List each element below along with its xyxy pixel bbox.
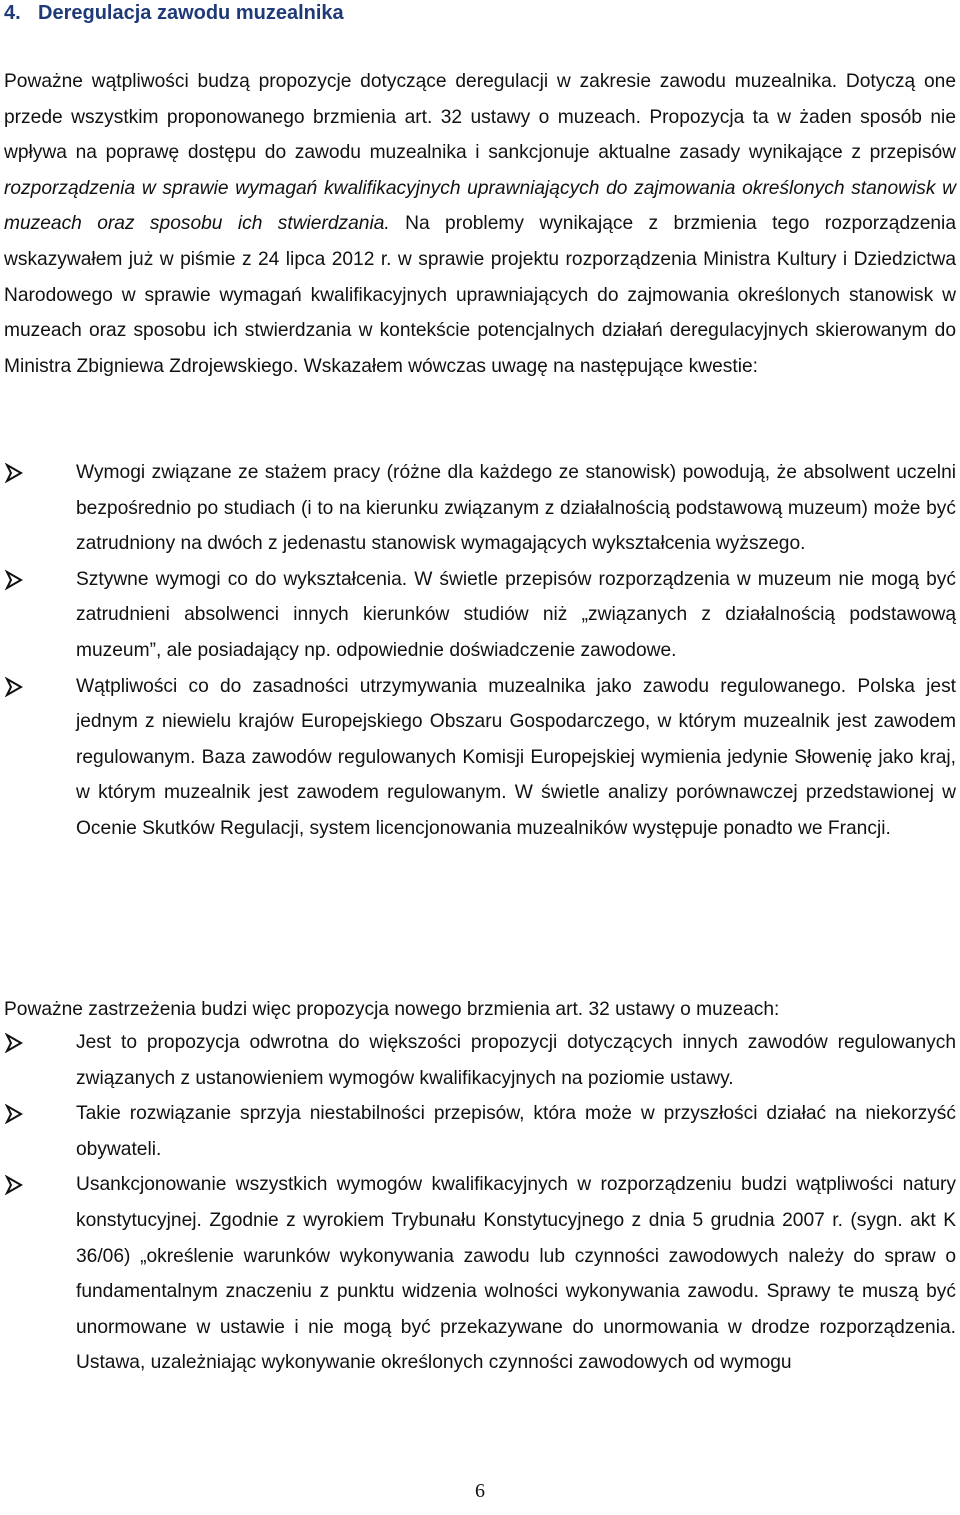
- list-item: [4, 1025, 956, 1096]
- list-item-text: Jest to propozycja odwrotna do większości propozycji dotyczących innych zawodów regulowanych związanych z ustanowieniem wymogów kwalifikacyjnych na poziomie ustawy.: [76, 1032, 956, 1089]
- list-item: [4, 669, 956, 847]
- list-item: [4, 455, 956, 562]
- list-item: [4, 1096, 956, 1167]
- concerns-list: [4, 455, 956, 847]
- regulation-title-italic: rozporządzenia w sprawie wymagań kwalifikacyjnych uprawniających do zajmowania określonych stanowisk w muzeach oraz sposobu ich stwierdzania.: [4, 177, 956, 235]
- arrow-bullet-icon: [4, 1104, 24, 1124]
- reservations-list: [4, 1025, 956, 1381]
- paragraph-intro: [4, 64, 956, 384]
- list-item-text: Wątpliwości co do zasadności utrzymywania muzealnika jako zawodu regulowanego. Polska jest jednym z niewielu krajów Europejskiego Obszaru Gospodarczego, w którym muzealnik jest zawodem regulowanym. Baza zawodów regulowanych Komisji Europejskiej wymienia jedynie Słowenię jako kraj, w którym muzealnik jest zawodem regulowanym. W świetle analizy porównawczej przedstawionej w Ocenie Skutków Regulacji, system licencjonowania muzealników występuje ponadto we Francji.: [76, 675, 956, 839]
- arrow-bullet-icon: [4, 1175, 24, 1195]
- paragraph-intro-text-b: Na problemy wynikające z brzmienia tego rozporządzenia wskazywałem już w piśmie z 24 lipca 2012 r. w sprawie projektu rozporządzenia Ministra Kultury i Dziedzictwa Narodowego w sprawie wymagań kwalifikacyjnych uprawniających do zajmowania określonych stanowisk w muzeach oraz sposobu ich stwierdzania w kontekście potencjalnych działań deregulacyjnych skierowanym do Ministra Zbigniewa Zdrojewskiego. Wskazałem wówczas uwagę na następujące kwestie:: [4, 213, 956, 377]
- paragraph-intro-text-a: Poważne wątpliwości budzą propozycje dotyczące deregulacji w zakresie zawodu muzealnika. Dotyczą one przede wszystkim proponowanego brzmienia art. 32 ustawy o muzeach. Propozycja ta w żaden sposób nie wpływa na poprawę dostępu do zawodu muzealnika i sankcjonuje aktualne zasady wynikające z przepisów: [4, 71, 956, 164]
- section-number: 4.: [4, 2, 21, 24]
- arrow-bullet-icon: [4, 1033, 24, 1053]
- page-number: 6: [475, 1480, 485, 1502]
- arrow-bullet-icon: [4, 570, 24, 590]
- arrow-bullet-icon: [4, 463, 24, 483]
- paragraph-reservations: Poważne zastrzeżenia budzi więc propozycja nowego brzmienia art. 32 ustawy o muzeach:: [4, 999, 780, 1020]
- list-item-text: Takie rozwiązanie sprzyja niestabilności przepisów, która może w przyszłości działać na niekorzyść obywateli.: [76, 1103, 956, 1160]
- list-item-text: Sztywne wymogi co do wykształcenia. W świetle przepisów rozporządzenia w muzeum nie mogą być zatrudnieni absolwenci innych kierunków studiów niż „związanych z działalnością podstawową muzeum”, ale posiadający np. odpowiednie doświadczenie zawodowe.: [76, 568, 956, 661]
- section-title: Deregulacja zawodu muzealnika: [38, 2, 344, 24]
- section-heading: [4, 0, 344, 26]
- arrow-bullet-icon: [4, 677, 24, 697]
- list-item-text: Wymogi związane ze stażem pracy (różne dla każdego ze stanowisk) powodują, że absolwent uczelni bezpośrednio po studiach (i to na kierunku związanym z działalnością podstawową muzeum) może być zatrudniony na dwóch z jedenastu stanowisk wymagających wykształcenia wyższego.: [76, 462, 956, 555]
- list-item: [4, 1167, 956, 1381]
- list-item-text: Usankcjonowanie wszystkich wymogów kwalifikacyjnych w rozporządzeniu budzi wątpliwości natury konstytucyjnej. Zgodnie z wyrokiem Trybunału Konstytucyjnego z dnia 5 grudnia 2007 r. (sygn. akt K 36/06) „określenie warunków wykonywania zawodu lub czynności zawodowych należy do spraw o fundamentalnym znaczeniu z punktu widzenia wolności wykonywania zawodu. Sprawy te muszą być unormowane w ustawie i nie mogą być przekazywane do unormowania w drodze rozporządzenia. Ustawa, uzależniając wykonywanie określonych czynności zawodowych od wymogu: [76, 1174, 956, 1374]
- list-item: [4, 562, 956, 669]
